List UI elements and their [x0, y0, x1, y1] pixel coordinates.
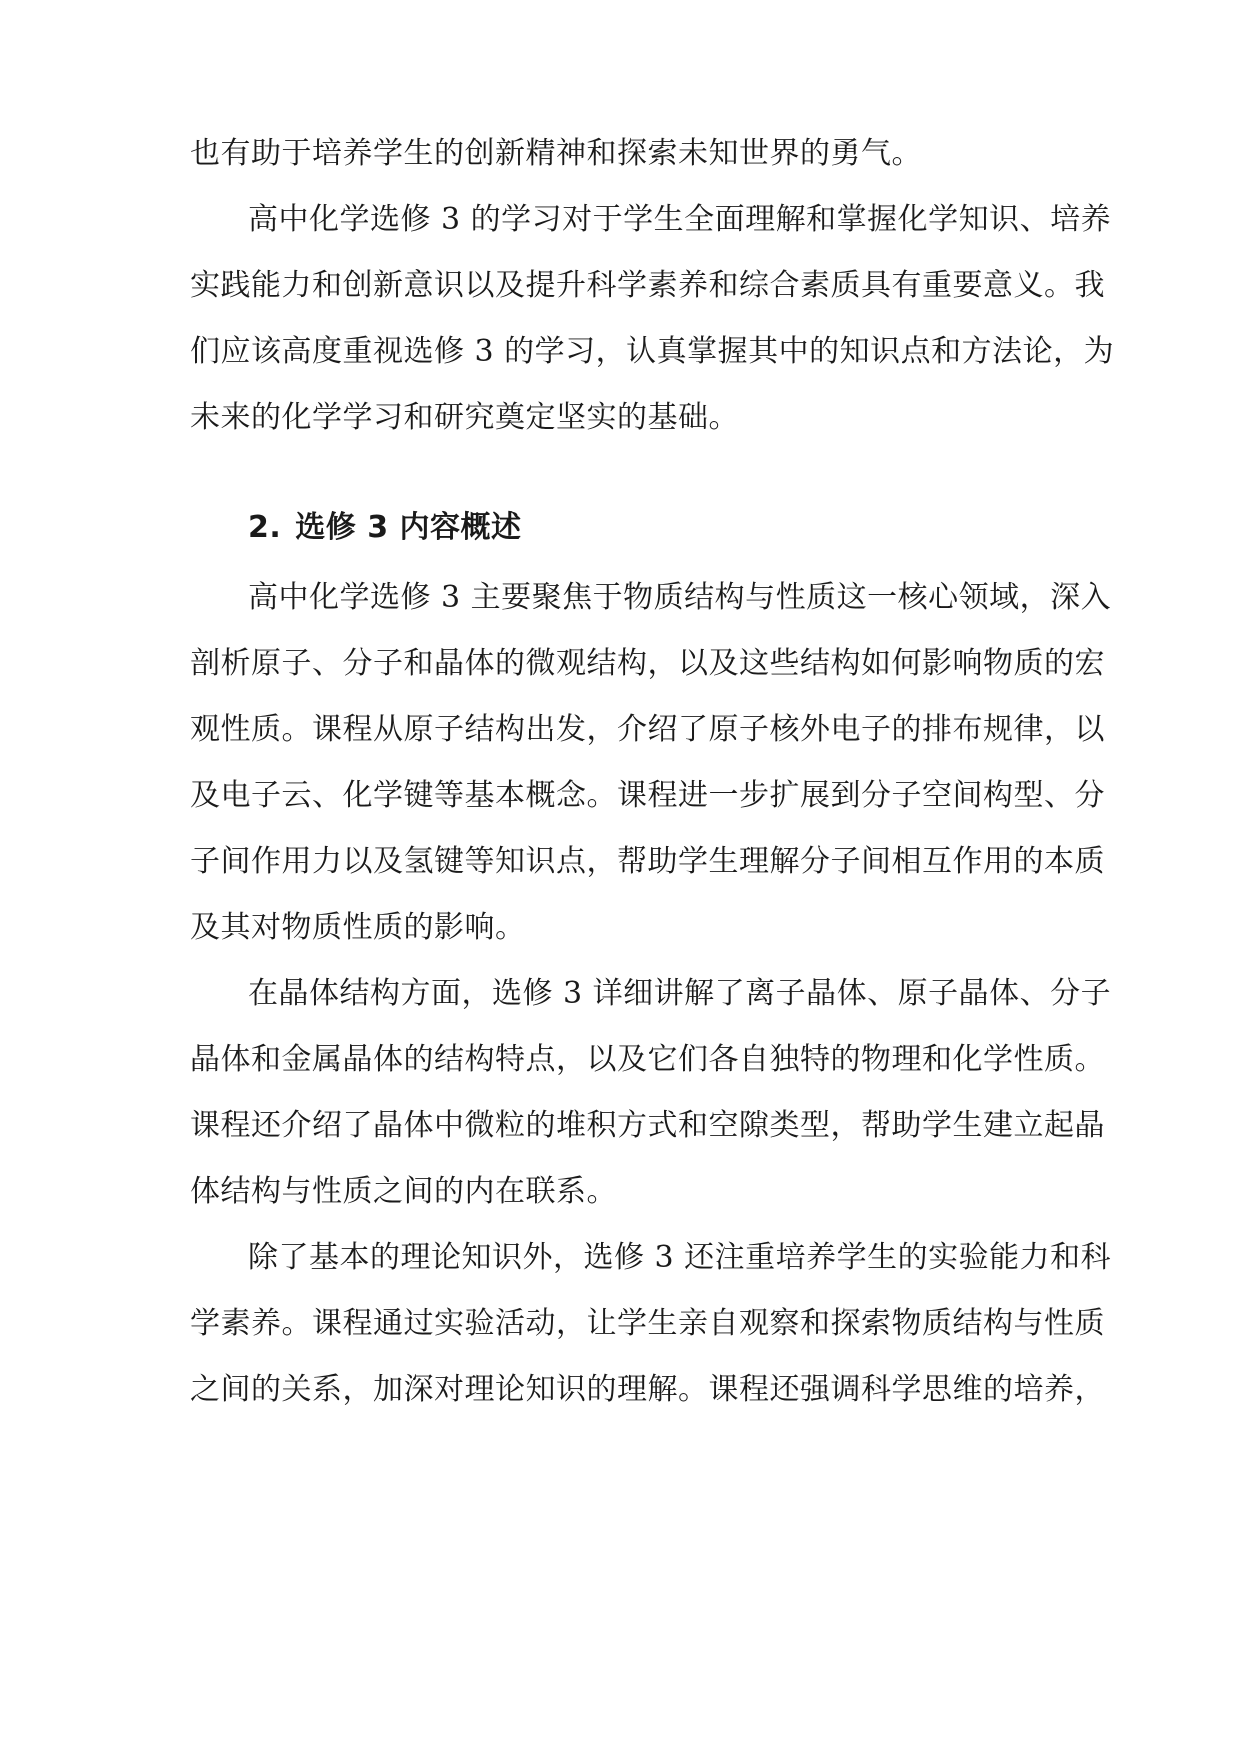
paragraph-2-line-3: 们应该高度重视选修 3 的学习，认真掌握其中的知识点和方法论，为 — [190, 334, 1115, 369]
paragraph-2-line-2: 实践能力和创新意识以及提升科学素养和综合素质具有重要意义。我 — [190, 268, 1105, 303]
paragraph-3-line-3: 观性质。课程从原子结构出发，介绍了原子核外电子的排布规律，以 — [190, 712, 1105, 747]
paragraph-2-line-4: 未来的化学学习和研究奠定坚实的基础。 — [190, 400, 739, 435]
paragraph-4-line-2: 晶体和金属晶体的结构特点，以及它们各自独特的物理和化学性质。 — [190, 1042, 1105, 1077]
paragraph-3-line-4: 及电子云、化学键等基本概念。课程进一步扩展到分子空间构型、分 — [190, 778, 1105, 813]
section-heading — [248, 508, 948, 548]
paragraph-2-line-1: 高中化学选修 3 的学习对于学生全面理解和掌握化学知识、培养 — [248, 202, 1112, 237]
paragraph-4-line-4: 体结构与性质之间的内在联系。 — [190, 1174, 617, 1209]
paragraph-3-line-6: 及其对物质性质的影响。 — [190, 910, 526, 945]
paragraph-3-line-1: 高中化学选修 3 主要聚焦于物质结构与性质这一核心领域，深入 — [248, 580, 1112, 615]
section-title: 选修 3 内容概述 — [295, 510, 522, 545]
paragraph-3-line-2: 剖析原子、分子和晶体的微观结构，以及这些结构如何影响物质的宏 — [190, 646, 1105, 681]
paragraph-4-line-1: 在晶体结构方面，选修 3 详细讲解了离子晶体、原子晶体、分子 — [248, 976, 1112, 1011]
section-number: 2. — [248, 510, 282, 545]
paragraph-5-line-1: 除了基本的理论知识外，选修 3 还注重培养学生的实验能力和科 — [248, 1240, 1112, 1275]
paragraph-3-line-5: 子间作用力以及氢键等知识点，帮助学生理解分子间相互作用的本质 — [190, 844, 1105, 879]
paragraph-5-line-3: 之间的关系，加深对理论知识的理解。课程还强调科学思维的培养， — [190, 1372, 1105, 1407]
paragraph-1-line-1: 也有助于培养学生的创新精神和探索未知世界的勇气。 — [190, 136, 922, 171]
paragraph-4-line-3: 课程还介绍了晶体中微粒的堆积方式和空隙类型，帮助学生建立起晶 — [190, 1108, 1105, 1143]
paragraph-5-line-2: 学素养。课程通过实验活动，让学生亲自观察和探索物质结构与性质 — [190, 1306, 1105, 1341]
